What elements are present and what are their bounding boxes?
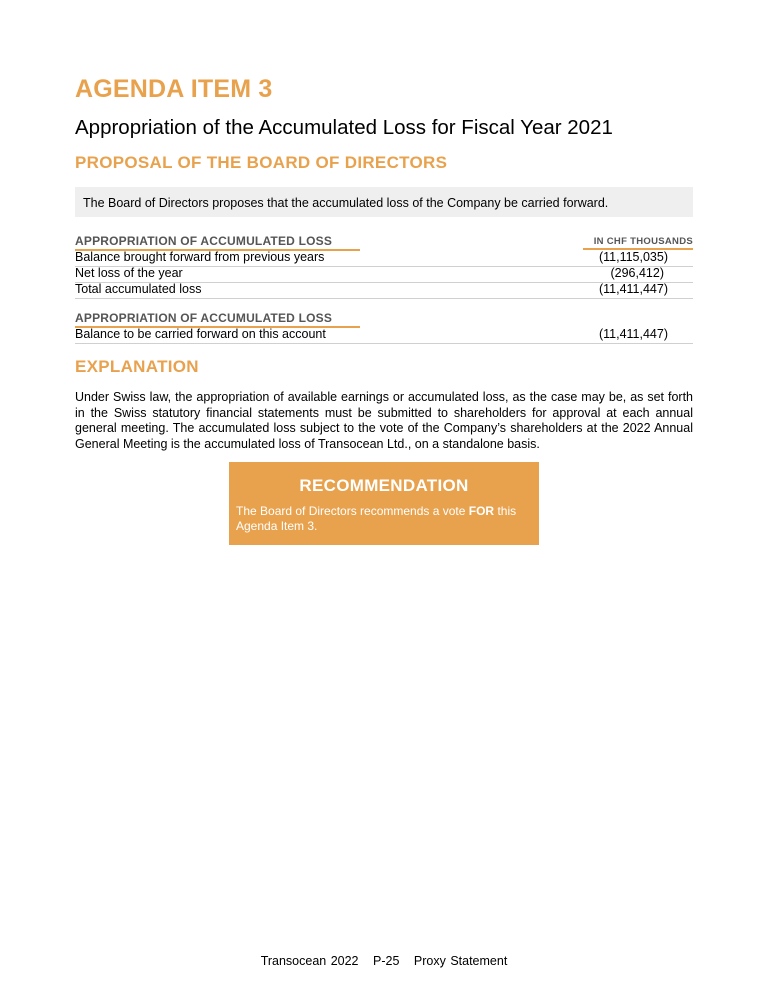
recommendation-title: RECOMMENDATION bbox=[299, 476, 469, 495]
recommendation-box bbox=[229, 462, 539, 545]
footer-doc-title: Proxy Statement bbox=[413, 954, 508, 968]
table2-header bbox=[75, 311, 693, 325]
row-label: Balance brought forward from previous years bbox=[75, 250, 325, 264]
row-value: (11,411,447) bbox=[598, 282, 668, 296]
footer-company: Transocean 2022 bbox=[260, 954, 359, 968]
proposal-heading: PROPOSAL OF THE BOARD OF DIRECTORS bbox=[75, 153, 448, 172]
row-label: Net loss of the year bbox=[75, 266, 183, 280]
agenda-item-title: AGENDA ITEM 3 bbox=[75, 75, 273, 103]
table-row bbox=[75, 266, 693, 283]
recommendation-text bbox=[236, 504, 532, 534]
table1-header-label: APPROPRIATION OF ACCUMULATED LOSS bbox=[75, 234, 360, 251]
row-value: (11,115,035) bbox=[598, 250, 668, 264]
row-value: (11,411,447) bbox=[598, 327, 668, 341]
recommendation-text-before: The Board of Directors recommends a vote bbox=[236, 504, 469, 518]
row-value: (296,412) bbox=[610, 266, 664, 280]
table1-header bbox=[75, 234, 693, 248]
explanation-heading: EXPLANATION bbox=[75, 357, 199, 376]
agenda-subtitle: Appropriation of the Accumulated Loss for Fiscal Year 2021 bbox=[75, 116, 613, 139]
table-row bbox=[75, 327, 693, 344]
table1-header-unit: IN CHF THOUSANDS bbox=[583, 236, 693, 250]
proposal-box bbox=[75, 187, 693, 217]
page-footer bbox=[0, 954, 768, 968]
recommendation-vote-for: FOR bbox=[468, 504, 495, 518]
table-row bbox=[75, 250, 693, 267]
footer-page-number: P-25 bbox=[373, 954, 400, 968]
recommendation-text-after: this Agenda Item 3. bbox=[236, 504, 517, 533]
table2-header-label: APPROPRIATION OF ACCUMULATED LOSS bbox=[75, 311, 360, 328]
proposal-text: The Board of Directors proposes that the accumulated loss of the Company be carried forward. bbox=[83, 196, 609, 210]
row-label: Balance to be carried forward on this account bbox=[75, 327, 326, 341]
explanation-text: Under Swiss law, the appropriation of available earnings or accumulated loss, as the case may be, as set forth in the Swiss statutory financial statements must be submitted to shareholders for approval at each annual general meeting. The accumulated loss subject to the vote of the Company’s shareholders at the 2022 Annual General Meeting is the accumulated loss of Transocean Ltd., on a standalone basis. bbox=[75, 390, 693, 451]
table-row bbox=[75, 282, 693, 299]
row-label: Total accumulated loss bbox=[75, 282, 202, 296]
